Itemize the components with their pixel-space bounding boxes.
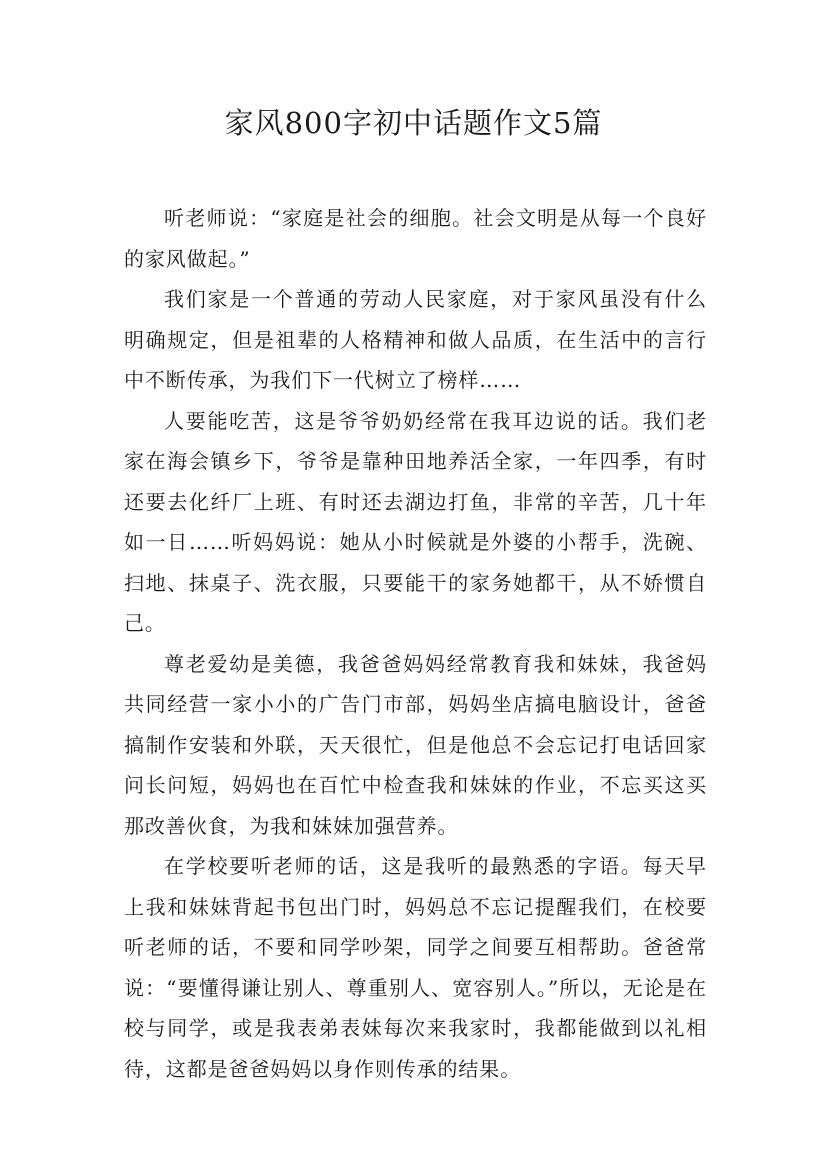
paragraph: 尊老爱幼是美德，我爸爸妈妈经常教育我和妹妹，我爸妈共同经营一家小小的广告门市部，妈妈坐店搞电脑设计，爸爸搞制作安装和外联，天天很忙，但是他总不会忘记打电话回家问长问短，妈妈也在百忙中检查我和妹妹的作业，不忘买这买那改善伙食，为我和妹妹加强营养。	[124, 651, 707, 838]
paragraph: 人要能吃苦，这是爷爷奶奶经常在我耳边说的话。我们老家在海会镇乡下，爷爷是靠种田地养活全家，一年四季，有时还要去化纤厂上班、有时还去湖边打鱼，非常的辛苦，几十年如一日……听妈妈说：她从小时候就是外婆的小帮手，洗碗、扫地、抹桌子、洗衣服，只要能干的家务她都干，从不娇惯自己。	[124, 408, 707, 635]
document-body	[124, 198, 707, 1089]
paragraph: 在学校要听老师的话，这是我听的最熟悉的字语。每天早上我和妹妹背起书包出门时，妈妈总不忘记提醒我们，在校要听老师的话，不要和同学吵架，同学之间要互相帮助。爸爸常说：“要懂得谦让别人、尊重别人、宽容别人。”所以，无论是在校与同学，或是我表弟表妹每次来我家时，我都能做到以礼相待，这都是爸爸妈妈以身作则传承的结果。	[124, 854, 707, 1081]
document-title: 家风800字初中话题作文5篇	[224, 106, 603, 140]
paragraph: 听老师说：“家庭是社会的细胞。社会文明是从每一个良好的家风做起。”	[124, 206, 707, 271]
paragraph: 我们家是一个普通的劳动人民家庭，对于家风虽没有什么明确规定，但是祖辈的人格精神和做人品质，在生活中的言行中不断传承，为我们下一代树立了榜样……	[124, 287, 707, 392]
